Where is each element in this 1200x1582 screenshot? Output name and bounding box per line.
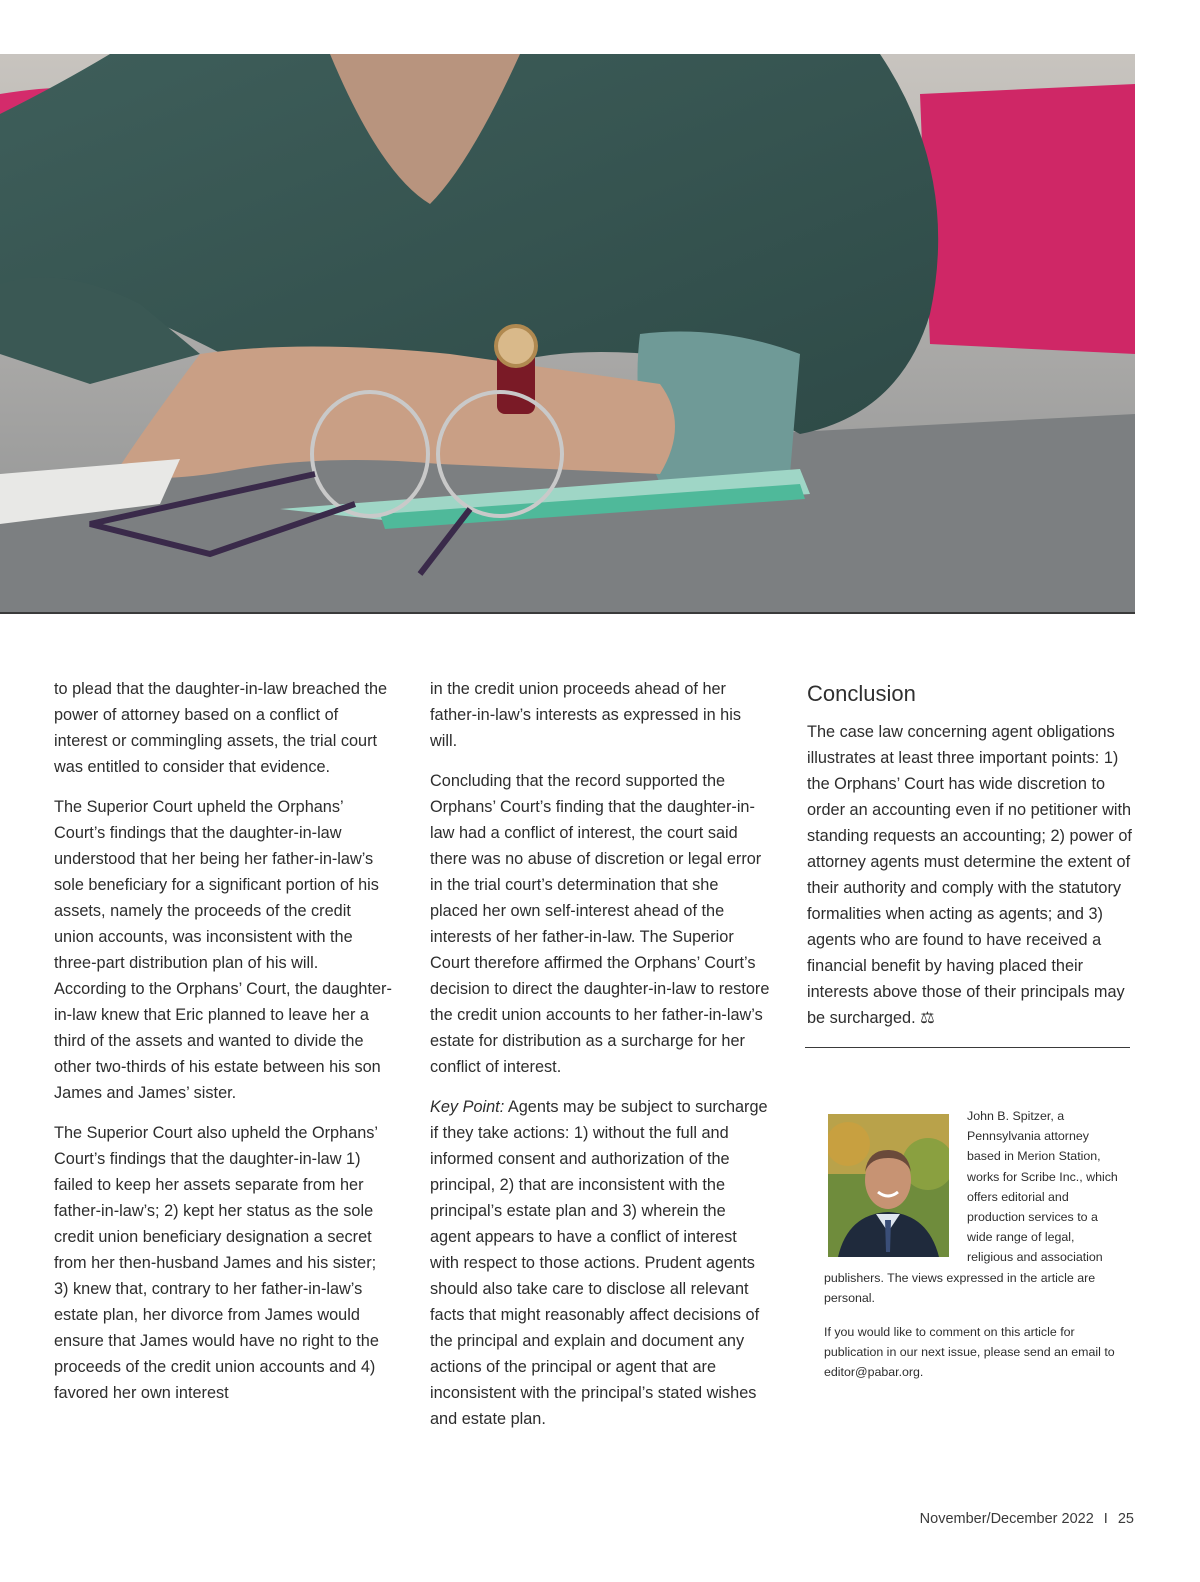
author-bio-text: John B. Spitzer, a Pennsylvania attorney based in Merion Station, works for Scribe Inc., which offers editorial and production services to a wide range of legal, religious and association publishers. The views expressed in the article are personal. (824, 1109, 1118, 1305)
key-point-text: Agents may be subject to surcharge if they take actions: 1) without the full and informed consent and authorization of the principal, 2) that are inconsistent with the principal’s estate plan and 3) wherein the agent appears to have a conflict of interest with respect to those actions. Prudent agents should also take care to disclose all relevant facts that might reasonably affect decisions of the principal and explain and document any actions of the principal or agent that are inconsistent with the principal’s stated wishes and estate plan. (430, 1098, 768, 1428)
page-number: 25 (1117, 1511, 1134, 1527)
article-column-1 (54, 676, 394, 1420)
author-headshot (828, 1114, 949, 1257)
author-bio (824, 1106, 1124, 1397)
article-photo (0, 54, 1135, 614)
section-divider (805, 1047, 1130, 1048)
column1-paragraph-3: The Superior Court also upheld the Orphans’ Court’s findings that the daughter-in-law 1) failed to keep her assets separate from her father-in-law’s; 2) kept her status as the sole credit union beneficiary designation a secret from her then-husband James and his sister; 3) knew that, contrary to her father-in-law’s estate plan, her divorce from James would ensure that James would have no right to the proceeds of the credit union accounts and 4) favored her own interest (54, 1124, 379, 1402)
article-column-2 (430, 676, 770, 1446)
conclusion-text: The case law concerning agent obligations illustrates at least three important points: 1) the Orphans’ Court has wide discretion to order an accounting even if no petitioner with standing requests an accounting; 2) power of attorney agents must determine the extent of their authority and comply with the statutory formalities when acting as agents; and 3) agents who are found to have received a financial benefit by having placed their interests above those of their principals may be surcharged. (807, 723, 1132, 1027)
article-column-3 (807, 676, 1132, 1048)
column1-paragraph-2: The Superior Court upheld the Orphans’ Court’s findings that the daughter-in-law understood that her being her father-in-law’s sole beneficiary for a significant portion of his assets, namely the proceeds of the credit union accounts, was inconsistent with the three-part distribution plan of his will. According to the Orphans’ Court, the daughter-in-law knew that Eric planned to leave her a third of the assets and wanted to divide the other two-thirds of his estate between his son James and James’ sister. (54, 798, 392, 1102)
issue-date: November/December 2022 (919, 1511, 1094, 1527)
key-point-label: Key Point: (430, 1098, 505, 1116)
column1-paragraph-1: to plead that the daughter-in-law breached the power of attorney based on a conflict of interest or commingling assets, the trial court was entitled to consider that evidence. (54, 680, 388, 776)
conclusion-paragraph (807, 719, 1132, 1031)
column2-paragraph-1: in the credit union proceeds ahead of her father-in-law’s interests as expressed in his will. (430, 680, 741, 750)
conclusion-heading: Conclusion (807, 681, 916, 706)
footer-separator: I (1103, 1511, 1108, 1527)
column2-key-point (430, 1094, 770, 1432)
column2-paragraph-2: Concluding that the record supported the Orphans’ Court’s finding that the daughter-in-law had a conflict of interest, the court said there was no abuse of discretion or legal error in the trial court’s determination that she placed her own self-interest ahead of the interests of her father-in-law. The Superior Court therefore affirmed the Orphans’ Court’s decision to direct the daughter-in-law to restore the credit union accounts to her father-in-law’s estate for distribution as a surcharge for her conflict of interest. (430, 772, 770, 1076)
comment-invitation: If you would like to comment on this article for publication in our next issue, please send an email to editor@pabar.org. (824, 1325, 1115, 1380)
end-mark-icon: ⚖ (920, 1009, 935, 1027)
page-footer (920, 1511, 1134, 1527)
